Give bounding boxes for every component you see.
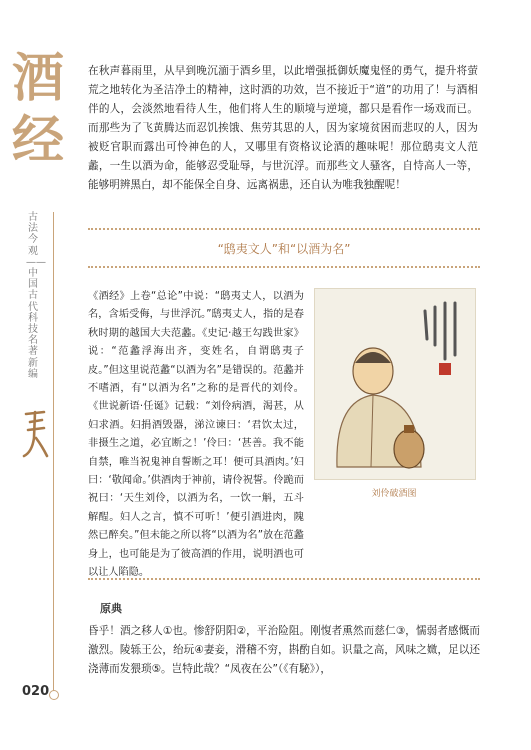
original-heading: 原典 [100,602,122,615]
painting-caption: 刘伶破酒图 [371,489,417,499]
side-rule-dot [49,690,59,700]
section-title-divider [88,266,480,268]
section-top-divider [88,228,480,230]
page-number: 020 [22,684,50,699]
side-title: 酒经 [11,48,64,171]
liu-ling-painting [314,288,476,480]
original-paragraph: 昏乎！酒之移人①也。惨舒阴阳②，平治险阻。刚愎者熏然而慈仁③，懦弱者感慨而激烈。陵轹王公，绐玩④妻妾，滑稽不穷，斟酌自如。识量之高，风味之媺，足以还浇薄而发猥琐⑤。岂特此哉？“凤夜在公”（《有駜》）， [88,625,480,675]
section-paragraph: 《酒经》上卷“总论”中说：“鸱夷丈人，以酒为名，含垢受侮，与世浮沉。”鸱夷丈人，指的是春秋时期的越国大夫范蠡。《史记·越王勾践世家》说：“范蠡浮海出齐，变姓名，自谓鸱夷子皮。”但这里说范蠡“以酒为名”是错误的。范蠡并不嗜酒，有“以酒为名”之称的是晋代的刘伶。《世说新语·任诞》记载：“刘伶病酒，渴甚，从妇求酒。妇捐酒毁器，涕泣谏曰：‘君饮太过，非摄生之道，必宜断之！’伶曰：‘甚善。我不能自禁，唯当祝鬼神自誓断之耳！便可具酒肉。’妇曰：‘敬闻命。’供酒肉于神前，请伶祝誓。伶跪而祝曰：‘天生刘伶，以酒为名，一饮一斛，五斗解酲。妇人之言，慎不可听！’便引酒进肉，隗然已醉矣。”但未能之所以将“以酒为名”放在范蠡身上，也可能是为了彼高酒的作用，说明酒也可以让人陷隐。 [88,291,304,579]
section-title: “鸱夷文人”和“以酒为名” [217,242,351,256]
intro-paragraph: 在秋声暮雨里，从早到晚沉湎于酒乡里，以此增强抵御妖魔鬼怪的勇气，提升将萤荒之地转化为圣洁净土的精神，这时酒的功效，岂不接近于“道”的功用了！与酒相伴的人，会淡然地看待人生，他们将人生的顺境与逆境，都只是看作一场戏而已。而那些为了飞黄腾达而忍饥挨饿、焦劳其思的人，因为家境贫困而悲叹的人，因为被贬官职而露出可怜神色的人，又哪里有资格议论酒的趣味呢！那位鸱夷文人范蠡，一生以酒为命，能够忍受耻辱，与世沉浮。而那些文人骚客，自恃高人一等，能够明辨黑白，却不能保全自身、远离祸患，还自认为唯我独醒呢！ [88,65,478,191]
calligraphy-seal-icon [20,408,50,460]
series-subtitle: 古法今观——中国古代科技名著新编 [26,212,46,380]
original-divider [88,578,480,580]
side-rule [53,212,54,694]
